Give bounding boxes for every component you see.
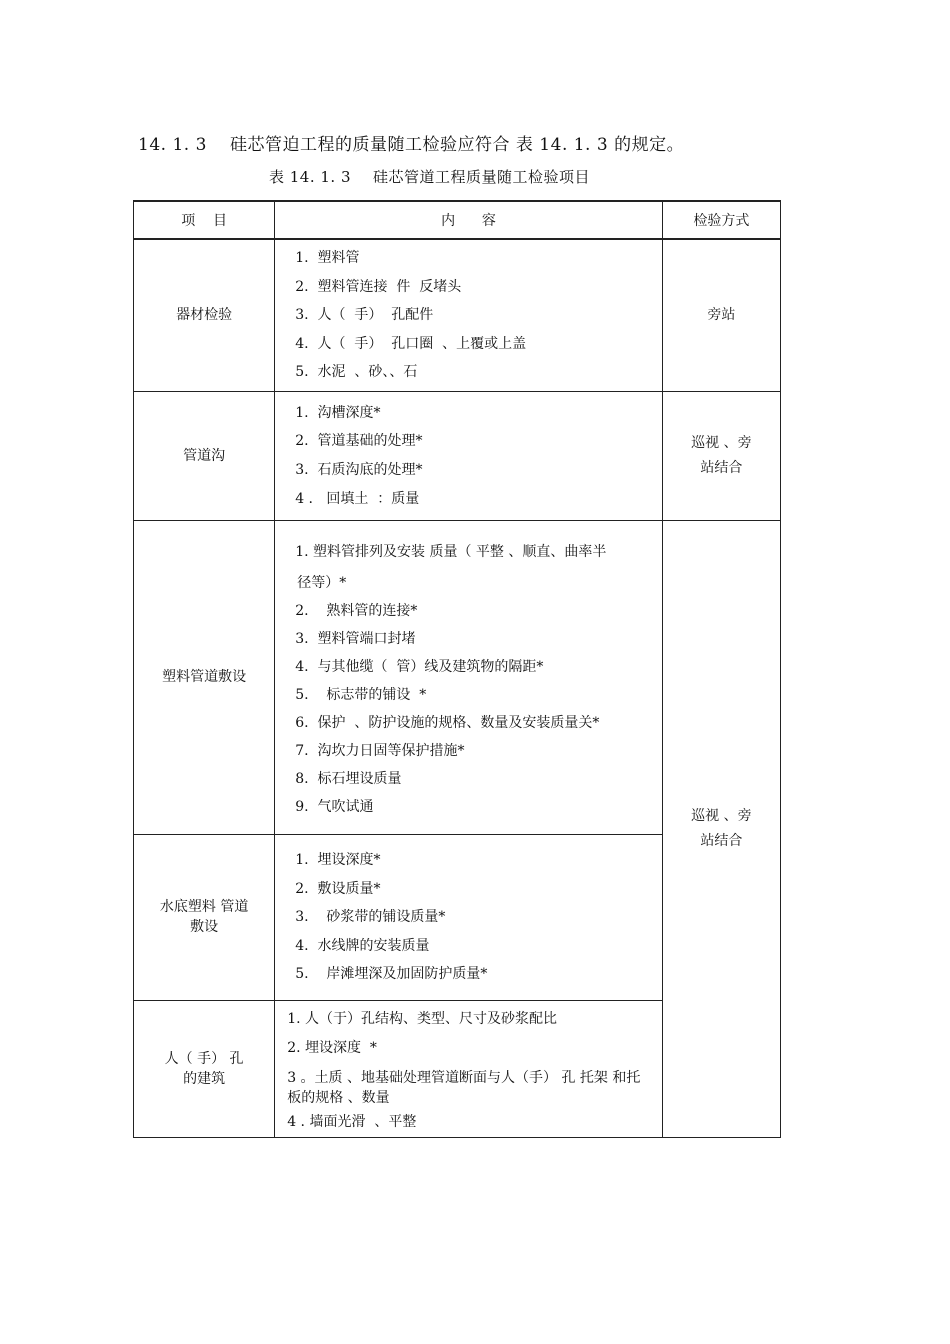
list-item: 1. 塑料管排列及安装 质量（ 平整 、顺直、曲率半	[295, 544, 607, 561]
list-item: 6. 保护 、防护设施的规格、数量及安装质量关*	[295, 715, 600, 732]
list-item: 5. 水泥 、砂、、石	[295, 364, 418, 381]
list-item: 7. 沟坎力日固等保护措施*	[295, 743, 465, 760]
section-number: 14. 1. 3	[138, 135, 207, 155]
list-item: 2. 熟料管的连接*	[295, 603, 418, 620]
list-item: 1. 人（于）孔结构、类型、尺寸及砂浆配比	[287, 1011, 558, 1028]
list-item: 4. 人（ 手） 孔口圈 、上覆或上盖	[295, 335, 527, 352]
list-item: 1. 塑料管	[295, 250, 360, 266]
row-item: 管道沟	[134, 391, 275, 520]
list-item: 4. 与其他缆（ 管）线及建筑物的隔距*	[295, 659, 544, 676]
list-item: 4. 水线牌的安装质量	[295, 937, 430, 954]
header-item: 项 目	[134, 201, 275, 239]
list-item: 1. 沟槽深度*	[295, 404, 381, 421]
row-method: 巡视 、旁站结合	[662, 391, 780, 520]
row-method: 巡视 、旁站结合	[662, 520, 780, 1137]
section-heading	[138, 130, 684, 155]
row-method: 旁站	[662, 239, 780, 391]
list-item: 3. 塑料管端口封堵	[295, 631, 416, 648]
table-row	[134, 391, 781, 520]
section-text: 硅芯管迫工程的质量随工检验应符合 表 14. 1. 3 的规定。	[230, 135, 685, 155]
list-item: 3 。土质 、地基础处理管道断面与人（手） 孔 托架 和托板的规格 、数量	[287, 1069, 641, 1106]
row-content	[275, 239, 663, 391]
row-item: 人（ 手） 孔的建筑	[134, 1000, 275, 1137]
row-item: 塑料管道敷设	[134, 520, 275, 834]
list-item: 3. 砂浆带的铺设质量*	[295, 909, 446, 926]
table-caption	[269, 166, 590, 187]
list-item: 9. 气吹试通	[295, 799, 374, 816]
row-item: 水底塑料 管道敷设	[134, 834, 275, 1000]
list-item: 8. 标石埋设质量	[295, 771, 402, 788]
list-item: 5. 标志带的铺设 *	[295, 687, 427, 704]
table-header-row	[134, 201, 781, 239]
list-item: 4 . 回填土 ：质量	[295, 490, 420, 507]
list-item: 2. 管道基础的处理*	[295, 433, 423, 450]
list-item: 5. 岸滩埋深及加固防护质量*	[295, 966, 488, 983]
row-item: 器材检验	[134, 239, 275, 391]
list-item: 2. 塑料管连接 件 反堵头	[295, 278, 462, 295]
table-title: 硅芯管道工程质量随工检验项目	[373, 168, 591, 186]
list-item: 3. 石质沟底的处理*	[295, 461, 423, 478]
table-row	[134, 239, 781, 391]
list-item: 1. 埋设深度*	[295, 851, 381, 868]
row-content	[275, 391, 663, 520]
list-item: 2. 敷设质量*	[295, 880, 381, 897]
list-item: 4 . 墙面光滑 、平整	[287, 1113, 417, 1130]
header-method: 检验方式	[662, 201, 780, 239]
row-content	[275, 520, 663, 834]
table-number: 表 14. 1. 3	[269, 168, 352, 186]
list-item: 3. 人（ 手） 孔配件	[295, 307, 434, 324]
list-item: 径等）*	[297, 575, 347, 592]
list-item: 2. 埋设深度 *	[287, 1039, 377, 1056]
row-content	[275, 1000, 663, 1137]
header-content: 内 容	[275, 201, 663, 239]
table-row	[134, 520, 781, 834]
inspection-table	[133, 200, 781, 1138]
row-content	[275, 834, 663, 1000]
